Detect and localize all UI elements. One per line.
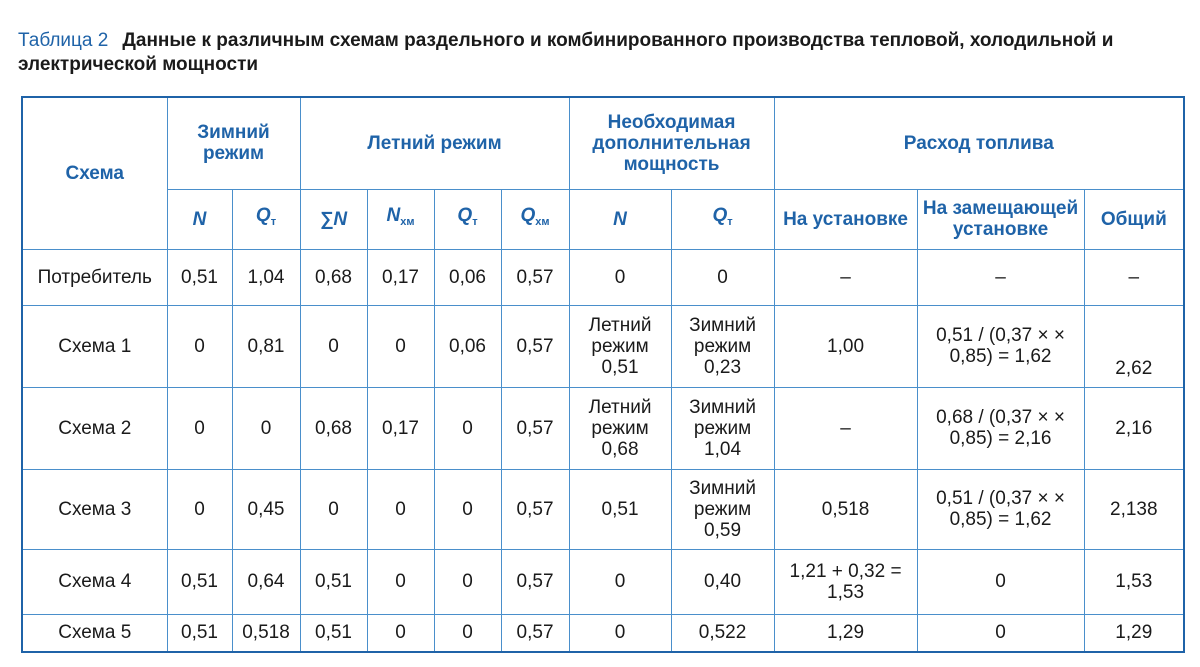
cell: – [774,387,917,469]
table-number: Таблица 2 [18,30,109,51]
cell: 0,518 [232,614,300,652]
row-name: Схема 1 [22,305,167,387]
cell: 0 [569,249,671,305]
cell: 0 [167,469,232,549]
cell: 0,17 [367,249,434,305]
sub-winter-n: N [167,189,232,249]
table-title: Данные к различным схемам раздельного и комбинированного производства тепловой, холодильной и электрической мощности [18,30,1114,75]
cell: 0,57 [501,249,569,305]
table-row [22,249,1184,305]
table-row [22,387,1184,469]
cell: 0 [671,249,774,305]
cell: 0 [569,549,671,614]
cell: 0,51 [167,249,232,305]
row-name: Потребитель [22,249,167,305]
row-name: Схема 2 [22,387,167,469]
header-scheme: Схема [22,97,167,249]
cell: Зимний режим 0,59 [671,469,774,549]
sub-summer-nxm: $N_{хм}$ [367,189,434,249]
table-row [22,614,1184,652]
cell: 0 [367,305,434,387]
header-summer: Летний режим [300,97,569,189]
header-additional: Необходимая дополнительная мощность [569,97,774,189]
cell: 0,68 [300,387,367,469]
row-name: Схема 3 [22,469,167,549]
cell: 0,17 [367,387,434,469]
sub-summer-sum-n: ∑N [300,189,367,249]
cell: 1,21 + 0,32 = 1,53 [774,549,917,614]
sub-add-n: N [569,189,671,249]
cell: 0 [434,387,501,469]
cell: Летний режим 0,68 [569,387,671,469]
header-winter: Зимний режим [167,97,300,189]
cell: – [917,249,1084,305]
cell: Зимний режим 0,23 [671,305,774,387]
sub-fuel-install: На установке [774,189,917,249]
table-row [22,469,1184,549]
sub-winter-qt: $Q_т$ [232,189,300,249]
cell: 0,51 [167,549,232,614]
cell: 0 [167,387,232,469]
cell: – [774,249,917,305]
data-table [21,96,1185,653]
cell: 0,522 [671,614,774,652]
cell: 0 [917,549,1084,614]
cell: 0,57 [501,387,569,469]
cell: 2,138 [1084,469,1184,549]
cell: 0,518 [774,469,917,549]
cell: 1,04 [232,249,300,305]
cell: 0,40 [671,549,774,614]
cell: 0,57 [501,469,569,549]
cell: 0 [569,614,671,652]
cell: 0,51 [569,469,671,549]
cell: 0,68 / (0,37 × × 0,85) = 2,16 [917,387,1084,469]
cell: 0,51 [300,614,367,652]
cell: 0 [367,469,434,549]
table-caption [18,29,1198,77]
cell: 0,45 [232,469,300,549]
cell: 1,53 [1084,549,1184,614]
cell: 0,51 / (0,37 × × 0,85) = 1,62 [917,305,1084,387]
cell: 0,06 [434,249,501,305]
sub-summer-qt: $Q_т$ [434,189,501,249]
cell: 0,81 [232,305,300,387]
cell: 0,57 [501,549,569,614]
cell: 0 [434,549,501,614]
header-fuel: Расход топлива [774,97,1184,189]
cell: 0 [300,469,367,549]
sub-summer-qxm: $Q_{хм}$ [501,189,569,249]
cell: 0,51 [167,614,232,652]
row-name: Схема 5 [22,614,167,652]
cell: 1,29 [774,614,917,652]
cell: 0,64 [232,549,300,614]
cell: 0,57 [501,305,569,387]
cell: 0 [232,387,300,469]
sub-fuel-total: Общий [1084,189,1184,249]
cell: Летний режим 0,51 [569,305,671,387]
cell: 2,62 [1084,305,1184,387]
cell: 2,16 [1084,387,1184,469]
cell: 0,51 [300,549,367,614]
cell: 0 [434,469,501,549]
cell: 0 [300,305,367,387]
cell: 0 [367,614,434,652]
cell: Зимний режим 1,04 [671,387,774,469]
table-row [22,549,1184,614]
sub-add-qt: $Q_т$ [671,189,774,249]
cell: 0,51 / (0,37 × × 0,85) = 1,62 [917,469,1084,549]
table-row [22,305,1184,387]
cell: 1,00 [774,305,917,387]
cell: 0,06 [434,305,501,387]
cell: 0 [167,305,232,387]
cell: 0,68 [300,249,367,305]
sub-fuel-replace: На замещающей установке [917,189,1084,249]
cell: 0 [917,614,1084,652]
cell: 1,29 [1084,614,1184,652]
row-name: Схема 4 [22,549,167,614]
cell: – [1084,249,1184,305]
cell: 0,57 [501,614,569,652]
cell: 0 [434,614,501,652]
cell: 0 [367,549,434,614]
